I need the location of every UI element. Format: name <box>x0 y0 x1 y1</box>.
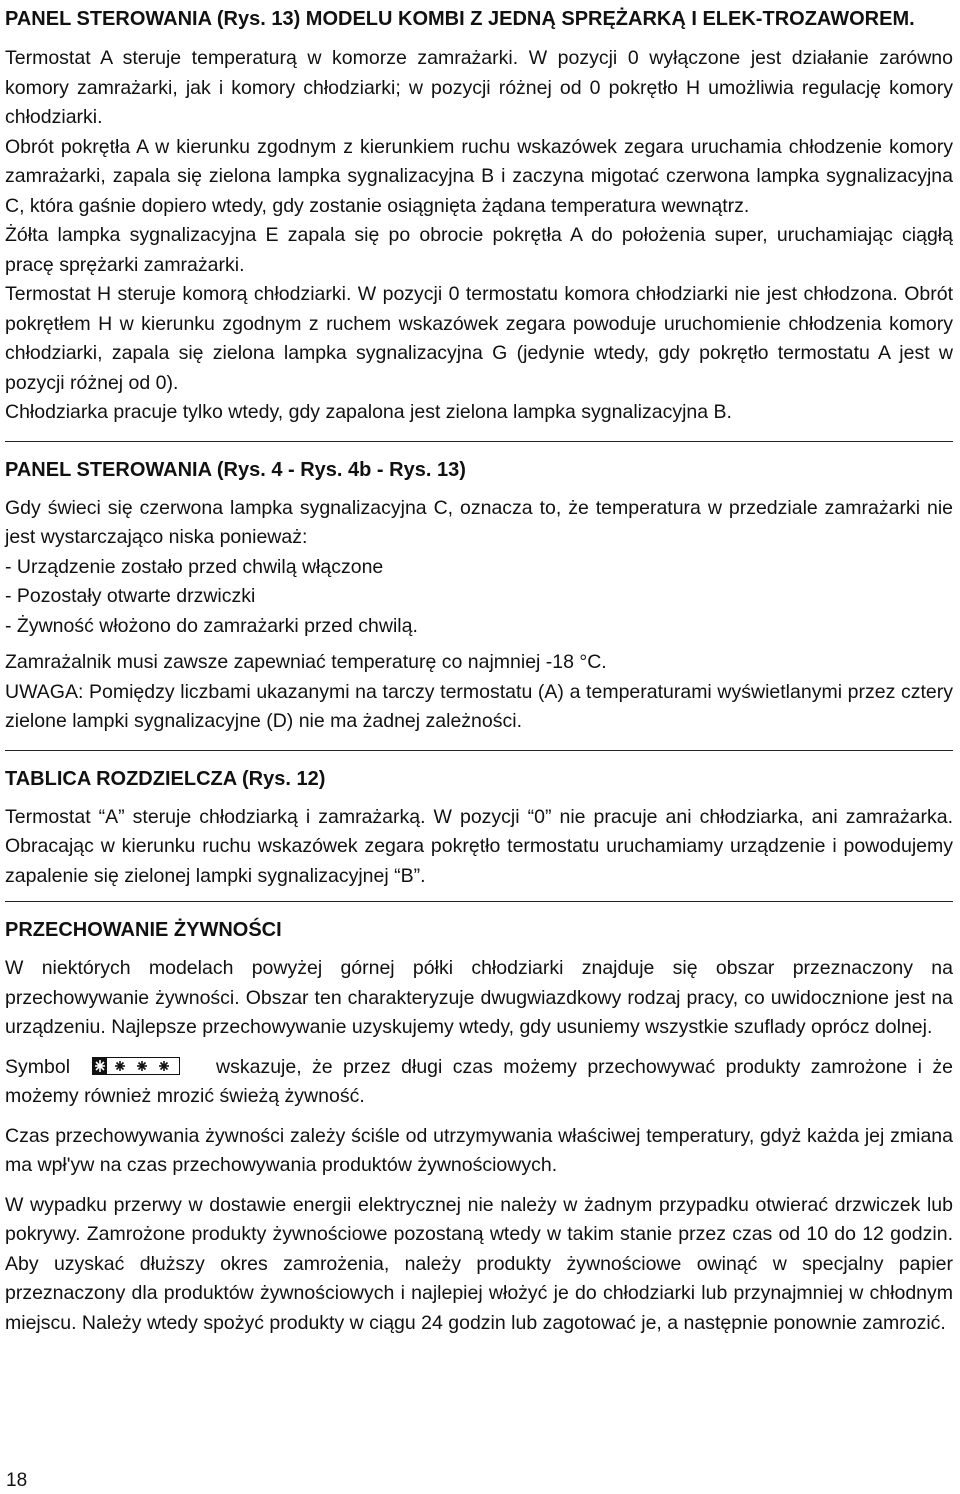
paragraph: Czas przechowywania żywności zależy ściśle od utrzymywania właściwej temperatury, gdyż każda jej zmiana ma wpł'yw na czas przechowywania produktów żywnościowych. <box>5 1124 953 1176</box>
section-title-switchboard: TABLICA ROZDZIELCZA (Rys. 12) <box>5 767 326 790</box>
paragraph: Chłodziarka pracuje tylko wtedy, gdy zapalona jest zielona lampka sygnalizacyjna B. <box>5 401 732 423</box>
list-item: - Urządzenie zostało przed chwilą włączone <box>5 555 384 578</box>
paragraph: Termostat A steruje temperaturą w komorze zamrażarki. W pozycji 0 wyłączone jest działanie zarówno komory zamrażarki, jak i komory chłodziarki; w pozycji różnej od 0 pokrętło H umożliwia regulację komory chłodziarki. <box>5 47 953 128</box>
paragraph: W wypadku przerwy w dostawie energii elektrycznej nie należy w żadnym przypadku otwierać drzwiczek lub pokrywy. Zamrożone produkty żywnościowe pozostaną wtedy w takim stanie przez czas od 10 do 12 godzin. Aby uzyskać dłuższy okres zamrożenia, należy produkty żywnościowe owinąć w specjalny papier przeznaczony dla produktów żywnościowych i najlepiej włożyć je do chłodziarki lub przynajmniej w chłodnym miejscu. Należy wtedy spożyć produkty w ciągu 24 godzin lub zagotować je, a następnie ponownie zamrozić. <box>5 1193 953 1334</box>
section-divider <box>5 441 953 442</box>
paragraph: Gdy świeci się czerwona lampka sygnalizacyjna C, oznacza to, że temperatura w przedziale zamrażarki nie jest wystarczająco niska ponieważ: <box>5 496 953 548</box>
section-title-food-storage: PRZECHOWANIE ŻYWNOŚCI <box>5 919 282 941</box>
symbol-word: Symbol <box>5 1055 71 1078</box>
freezer-four-star-icon <box>92 1055 180 1073</box>
paragraph: Obrót pokrętła A w kierunku zgodnym z kierunkiem ruchu wskazówek zegara uruchamia chłodzenie komory zamrażarki, zapala się zielona lampka sygnalizacyjna B i zaczyna migotać czerwona lampka sygnalizacyjna C, która gaśnie dopiero wtedy, gdy zostanie osiągnięta żądana temperatura wewnątrz. <box>5 135 953 217</box>
paragraph: Zamrażalnik musi zawsze zapewniać temperaturę co najmniej -18 °C. <box>5 651 607 673</box>
paragraph-with-symbol <box>5 1053 953 1112</box>
document-page <box>5 0 953 1338</box>
section-title-control-panel: PANEL STEROWANIA (Rys. 4 - Rys. 4b - Rys. 13) <box>5 458 466 481</box>
list-item: - Pozostały otwarte drzwiczki <box>5 585 256 607</box>
section-title-kombi-panel: PANEL STEROWANIA (Rys. 13) MODELU KOMBI Z JEDNĄ SPRĘŻARKĄ I ELEK-TROZAWOREM. <box>5 8 915 30</box>
paragraph: Termostat “A” steruje chłodziarką i zamrażarką. W pozycji “0” nie pracuje ani chłodziarka, ani zamrażarka. Obracając w kierunku ruchu wskazówek zegara pokrętło termostatu uruchamiamy urządzenie i powodujemy zapalenie się zielonej lampki sygnalizacyjnej “B”. <box>5 805 953 887</box>
list-item: - Żywność włożono do zamrażarki przed chwilą. <box>5 614 418 637</box>
paragraph: Żółta lampka sygnalizacyjna E zapala się po obrocie pokrętła A do położenia super, uruchamiając ciągłą pracę sprężarki zamrażarki. <box>5 224 953 276</box>
symbol-description: wskazuje, że przez długi czas możemy przechowywać produkty zamrożone i że możemy również mrozić świeżą żywność. <box>5 1055 953 1107</box>
page-number: 18 <box>6 1470 28 1491</box>
paragraph: UWAGA: Pomiędzy liczbami ukazanymi na tarczy termostatu (A) a temperaturami wyświetlanymi przez cztery zielone lampki sygnalizacyjne (D) nie ma żadnej zależności. <box>5 680 953 732</box>
section-divider <box>5 750 953 751</box>
section-divider <box>5 901 953 902</box>
paragraph: Termostat H steruje komorą chłodziarki. W pozycji 0 termostatu komora chłodziarki nie jest chłodzona. Obrót pokrętłem H w kierunku zgodnym z ruchem wskazówek zegara powoduje uruchomienie chłodzenia komory chłodziarki, zapala się zielona lampka sygnalizacyjna G (jedynie wtedy, gdy pokrętło termostatu A jest w pozycji różnej od 0). <box>5 283 953 394</box>
paragraph: W niektórych modelach powyżej górnej półki chłodziarki znajduje się obszar przeznaczony na przechowywanie żywności. Obszar ten charakteryzuje dwugwiazdkowy rodzaj pracy, co uwidocznione jest na urządzeniu. Najlepsze przechowywanie uzyskujemy wtedy, gdy usuniemy wszystkie szuflady oprócz dolnej. <box>5 957 953 1038</box>
